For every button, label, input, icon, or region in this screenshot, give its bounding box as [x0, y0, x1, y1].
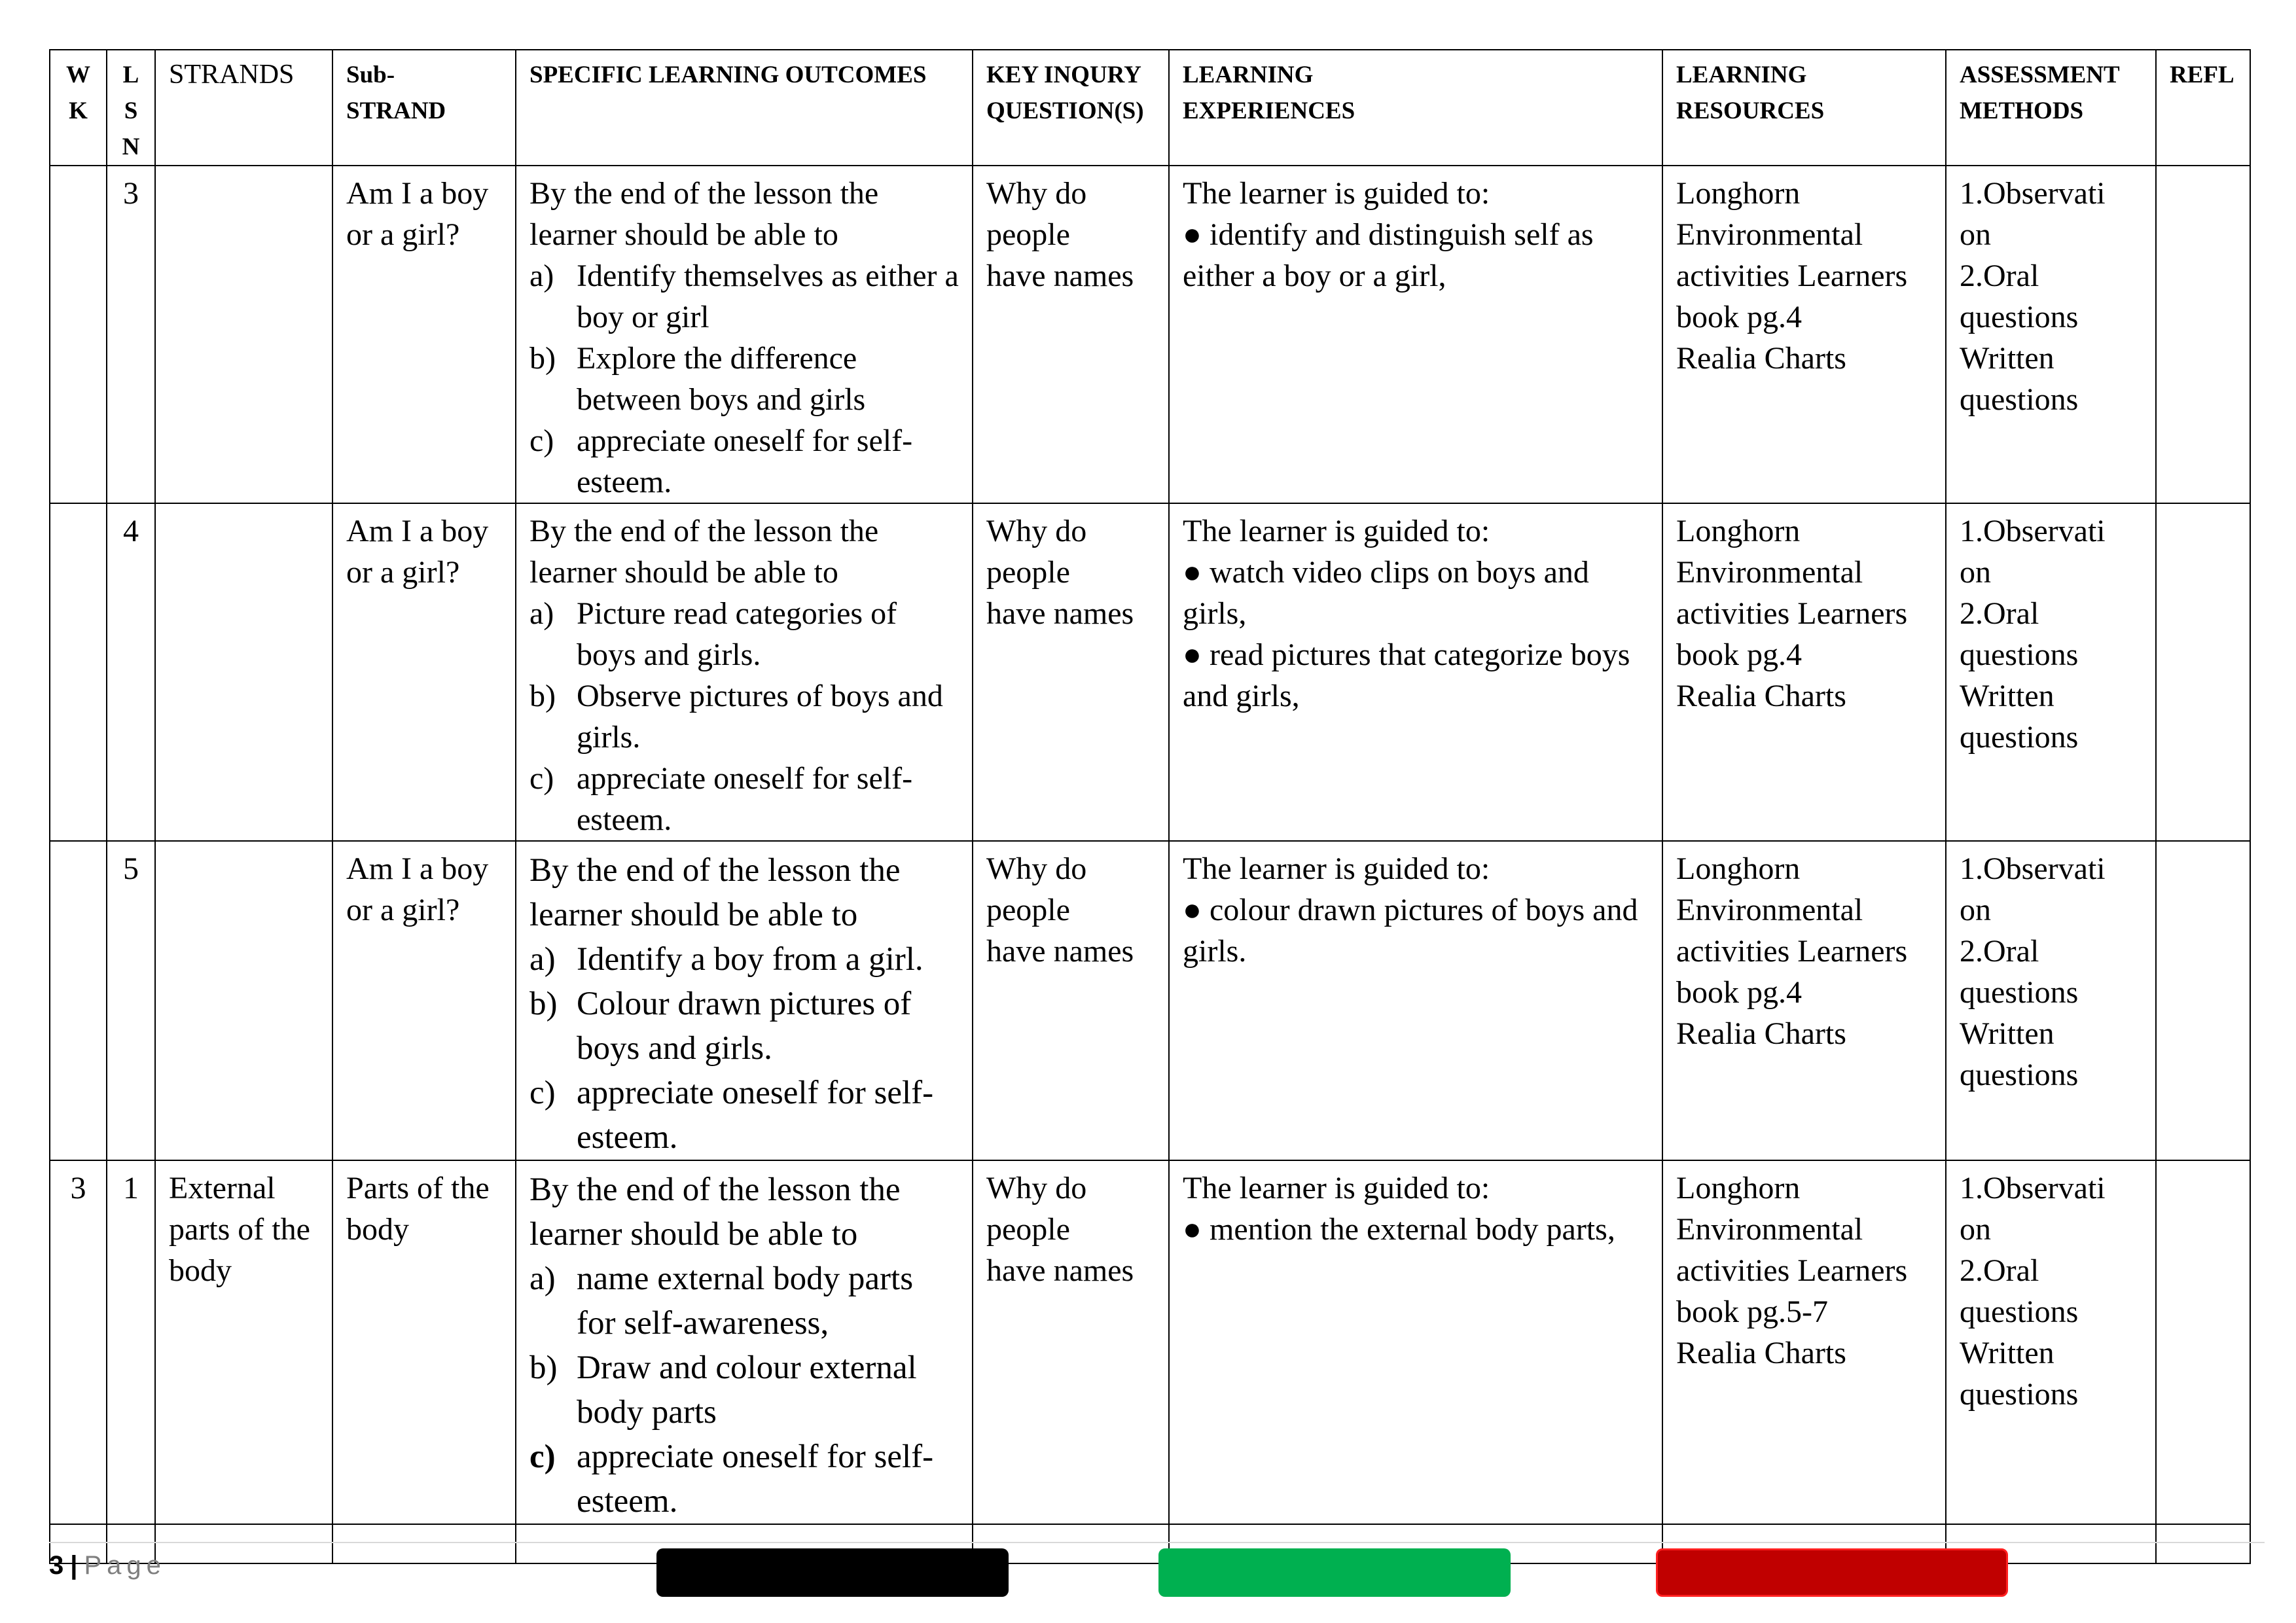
week-cell: 3 [50, 1160, 107, 1524]
header-learning-resources: LEARNING RESOURCES [1662, 50, 1946, 166]
table-row [50, 503, 2250, 841]
outcome-list [529, 937, 959, 1160]
learning-experiences-cell: The learner is guided to: ● watch video clips on boys and girls, ● read pictures that categorize boys and girls, [1169, 503, 1662, 841]
header-week: W K [50, 50, 107, 166]
sub-strand-cell: Am I a boy or a girl? [332, 503, 516, 841]
assessment-methods-cell: 1.Observati on 2.Oral questions Written questions [1946, 841, 2156, 1160]
lesson-number-cell: 1 [107, 1160, 155, 1524]
strand-cell: External parts of the body [155, 1160, 332, 1524]
footer-black-bar [656, 1548, 1009, 1597]
list-letter: a) [529, 596, 554, 631]
outcomes-cell [516, 166, 973, 503]
list-item [529, 982, 959, 1071]
list-letter: c) [529, 423, 554, 458]
reflection-cell [2156, 1160, 2250, 1524]
strand-cell [155, 503, 332, 841]
header-lesson-number: L S N [107, 50, 155, 166]
list-letter: c) [529, 761, 554, 796]
key-question-cell: Why do people have names [973, 503, 1169, 841]
sub-strand-cell: Am I a boy or a girl? [332, 166, 516, 503]
empty-cell [332, 1524, 516, 1563]
assessment-methods-cell: 1.Observati on 2.Oral questions Written questions [1946, 166, 2156, 503]
learning-experiences-cell: The learner is guided to: ● colour drawn pictures of boys and girls. [1169, 841, 1662, 1160]
outcomes-cell [516, 841, 973, 1160]
week-cell [50, 503, 107, 841]
outcome-text: name external body parts for self-awareness, [577, 1260, 914, 1342]
page-number-value: 3 [49, 1551, 64, 1580]
outcome-text: Explore the difference between boys and girls [577, 341, 866, 417]
outcome-text: Identify a boy from a girl. [577, 941, 924, 978]
outcome-text: Picture read categories of boys and girls. [577, 596, 897, 672]
header-assessment-methods: ASSESSMENT METHODS [1946, 50, 2156, 166]
outcome-list [529, 593, 959, 840]
reflection-cell [2156, 166, 2250, 503]
page-number [49, 1550, 166, 1581]
list-item [529, 420, 959, 503]
outcomes-cell [516, 503, 973, 841]
header-learning-experiences: LEARNING EXPERIENCES [1169, 50, 1662, 166]
list-letter: a) [529, 1260, 556, 1297]
outcome-text: appreciate oneself for self-esteem. [577, 1075, 934, 1156]
outcome-text: appreciate oneself for self-esteem. [577, 1438, 934, 1520]
header-key-inquiry-questions: KEY INQURY QUESTION(S) [973, 50, 1169, 166]
list-letter: c) [529, 1075, 556, 1111]
list-letter: b) [529, 986, 558, 1022]
page-number-separator: | [70, 1551, 78, 1580]
week-cell [50, 166, 107, 503]
key-question-cell: Why do people have names [973, 166, 1169, 503]
list-letter: b) [529, 341, 556, 376]
scheme-of-work-table [49, 49, 2251, 1564]
table-row [50, 1160, 2250, 1524]
outcome-intro: By the end of the lesson the learner should be able to [529, 176, 879, 252]
header-sub-strand: Sub- STRAND [332, 50, 516, 166]
outcome-text: Identify themselves as either a boy or girl [577, 259, 959, 334]
week-cell [50, 841, 107, 1160]
list-letter: a) [529, 259, 554, 293]
list-letter: c) [529, 1438, 556, 1475]
outcome-text: Observe pictures of boys and girls. [577, 679, 943, 755]
strand-cell [155, 166, 332, 503]
footer-divider [49, 1542, 2265, 1543]
learning-resources-cell: Longhorn Environmental activities Learners book pg.4 Realia Charts [1662, 166, 1946, 503]
lesson-number-cell: 4 [107, 503, 155, 841]
reflection-cell [2156, 841, 2250, 1160]
page-word: Page [84, 1551, 166, 1580]
table-row [50, 166, 2250, 503]
learning-experiences-cell: The learner is guided to: ● mention the external body parts, [1169, 1160, 1662, 1524]
outcome-intro: By the end of the lesson the learner should be able to [529, 852, 901, 933]
learning-resources-cell: Longhorn Environmental activities Learners book pg.5-7 Realia Charts [1662, 1160, 1946, 1524]
empty-cell [155, 1524, 332, 1563]
assessment-methods-cell: 1.Observati on 2.Oral questions Written questions [1946, 1160, 2156, 1524]
list-letter: b) [529, 1349, 558, 1386]
outcome-list [529, 255, 959, 503]
footer-red-bar [1656, 1548, 2008, 1597]
outcome-list [529, 1257, 959, 1524]
list-item [529, 758, 959, 840]
footer-green-bar [1158, 1548, 1511, 1597]
sub-strand-cell: Parts of the body [332, 1160, 516, 1524]
header-specific-learning-outcomes: SPECIFIC LEARNING OUTCOMES [516, 50, 973, 166]
reflection-cell [2156, 503, 2250, 841]
strand-cell [155, 841, 332, 1160]
outcome-intro: By the end of the lesson the learner should be able to [529, 1171, 901, 1253]
key-question-cell: Why do people have names [973, 1160, 1169, 1524]
sub-strand-cell: Am I a boy or a girl? [332, 841, 516, 1160]
list-item [529, 338, 959, 420]
list-item [529, 1435, 959, 1524]
outcome-text: appreciate oneself for self-esteem. [577, 423, 913, 499]
key-question-cell: Why do people have names [973, 841, 1169, 1160]
list-item [529, 675, 959, 758]
table-row [50, 841, 2250, 1160]
outcome-text: Colour drawn pictures of boys and girls. [577, 986, 912, 1067]
header-reflection: REFL [2156, 50, 2250, 166]
list-letter: b) [529, 679, 556, 713]
empty-cell [2156, 1524, 2250, 1563]
lesson-number-cell: 5 [107, 841, 155, 1160]
list-item [529, 1071, 959, 1160]
outcome-text: appreciate oneself for self-esteem. [577, 761, 913, 837]
list-item [529, 937, 959, 982]
assessment-methods-cell: 1.Observati on 2.Oral questions Written questions [1946, 503, 2156, 841]
header-strands: STRANDS [155, 50, 332, 166]
outcome-text: Draw and colour external body parts [577, 1349, 917, 1431]
list-letter: a) [529, 941, 556, 978]
outcomes-cell [516, 1160, 973, 1524]
list-item [529, 1346, 959, 1435]
list-item [529, 593, 959, 675]
list-item [529, 1257, 959, 1346]
learning-resources-cell: Longhorn Environmental activities Learners book pg.4 Realia Charts [1662, 503, 1946, 841]
list-item [529, 255, 959, 338]
lesson-number-cell: 3 [107, 166, 155, 503]
learning-experiences-cell: The learner is guided to: ● identify and distinguish self as either a boy or a girl, [1169, 166, 1662, 503]
outcome-intro: By the end of the lesson the learner should be able to [529, 514, 879, 590]
learning-resources-cell: Longhorn Environmental activities Learners book pg.4 Realia Charts [1662, 841, 1946, 1160]
